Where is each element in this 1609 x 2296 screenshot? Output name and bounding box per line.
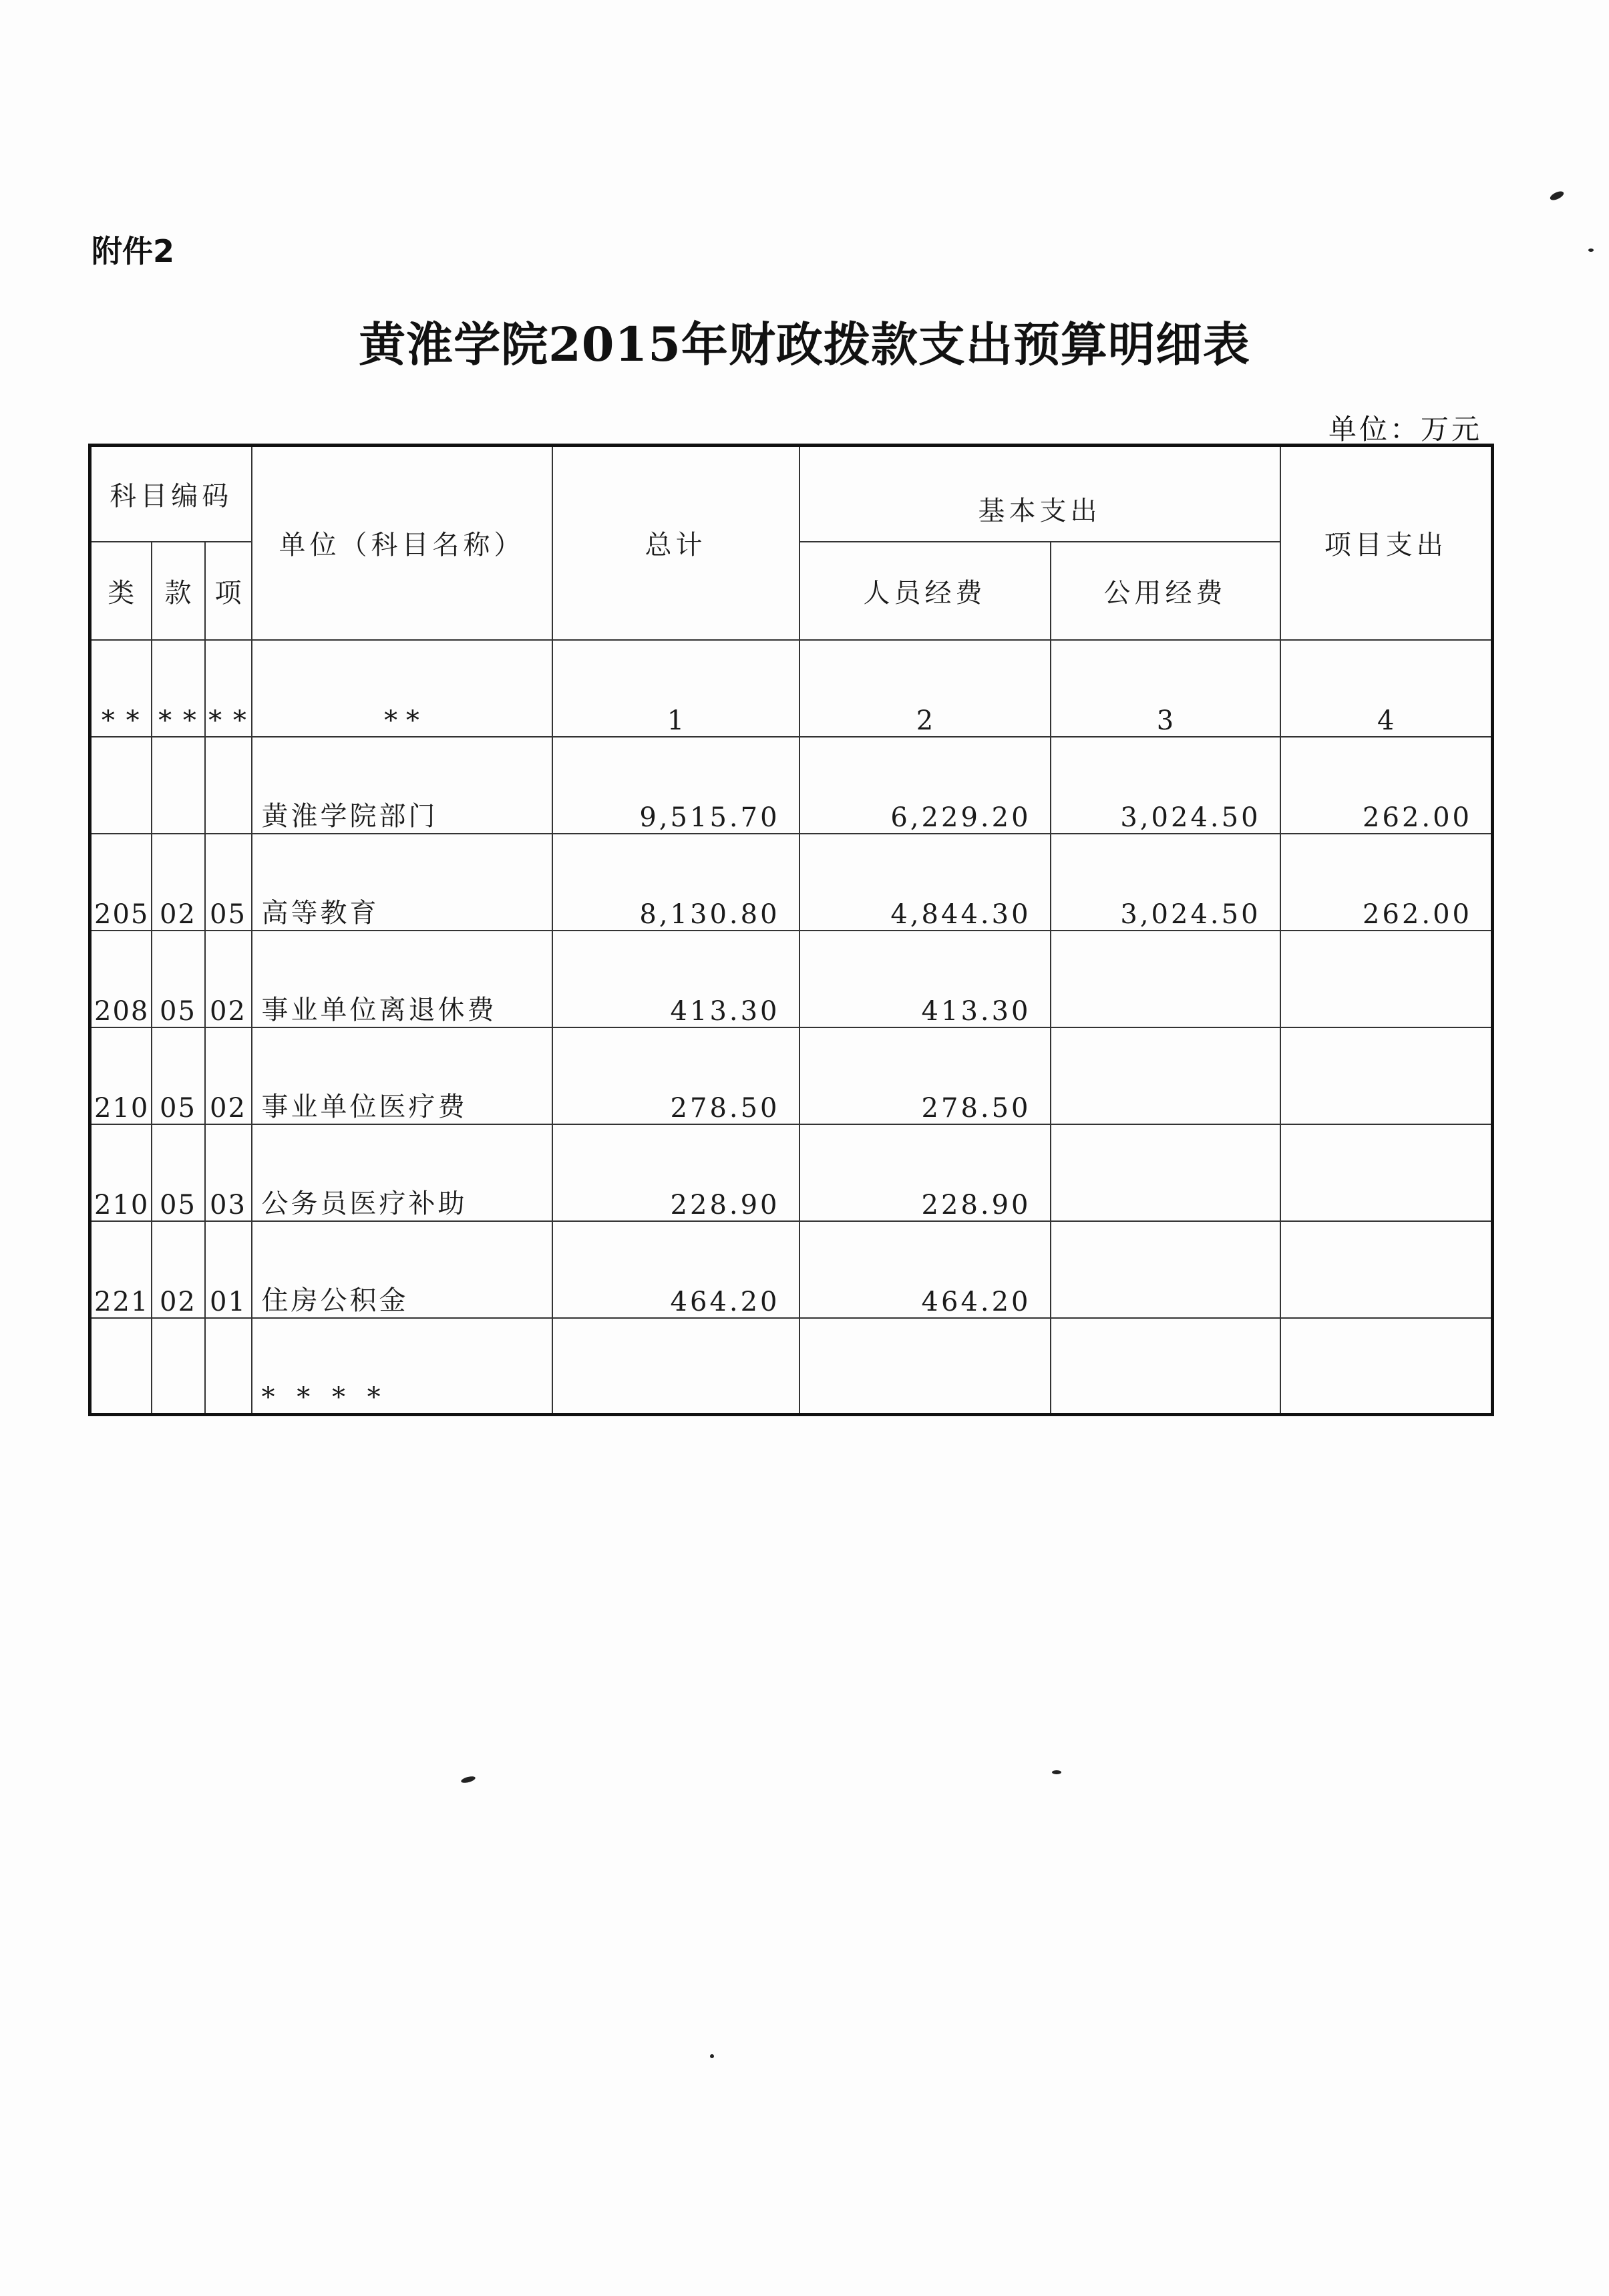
row-name: 黄淮学院部门 [252,737,552,834]
row-item [205,737,252,834]
row-category: 205 [90,834,152,931]
row-personnel: 4,844.30 [799,834,1051,931]
header-unit-name: 单位（科目名称） [252,446,552,640]
row-name: 公务员医疗补助 [252,1124,552,1221]
row-project: 262.00 [1280,737,1493,834]
header-total: 总计 [552,446,799,640]
header-personnel-cost: 人员经费 [799,542,1051,640]
row-category: 210 [90,1124,152,1221]
row-item: 02 [205,1027,252,1124]
row-personnel: 228.90 [799,1124,1051,1221]
row-personnel: 464.20 [799,1221,1051,1318]
unit-label: 单位：万元 [1328,413,1482,446]
row-item: 05 [205,834,252,931]
row-project [1280,931,1493,1027]
row-public [1051,1221,1280,1318]
scan-speck [1588,249,1594,252]
scan-speck [460,1775,476,1784]
row-item: 03 [205,1124,252,1221]
page-title: 黄淮学院2015年财政拨款支出预算明细表 [359,317,1250,372]
row-item [205,1318,252,1415]
budget-table [88,444,1494,1416]
row-section: 05 [152,931,205,1027]
index-section: * * [152,640,205,737]
table-row [90,1027,1493,1124]
table-row [90,737,1493,834]
row-total: 413.30 [552,931,799,1027]
row-category: 208 [90,931,152,1027]
row-item: 01 [205,1221,252,1318]
row-personnel: 413.30 [799,931,1051,1027]
row-total: 8,130.80 [552,834,799,931]
header-subject-code: 科目编码 [90,446,252,542]
row-category [90,737,152,834]
table-row [90,834,1493,931]
row-project [1280,1221,1493,1318]
row-name: 住房公积金 [252,1221,552,1318]
table-row [90,1221,1493,1318]
row-total: 228.90 [552,1124,799,1221]
row-section [152,737,205,834]
row-name: 事业单位离退休费 [252,931,552,1027]
row-total: 278.50 [552,1027,799,1124]
scan-speck [1549,190,1565,202]
row-personnel: 6,229.20 [799,737,1051,834]
row-item: 02 [205,931,252,1027]
row-public: 3,024.50 [1051,737,1280,834]
attachment-label: 附件2 [92,233,175,269]
row-total: 9,515.70 [552,737,799,834]
row-section: 02 [152,1221,205,1318]
index-total: 1 [552,640,799,737]
index-personnel: 2 [799,640,1051,737]
row-total [552,1318,799,1415]
row-section: 05 [152,1124,205,1221]
row-section: 05 [152,1027,205,1124]
row-public [1051,1124,1280,1221]
header-public-cost: 公用经费 [1051,542,1280,640]
table-row [90,1318,1493,1415]
row-project [1280,1027,1493,1124]
row-project: 262.00 [1280,834,1493,931]
row-section: 02 [152,834,205,931]
row-name: 事业单位医疗费 [252,1027,552,1124]
row-public [1051,931,1280,1027]
index-name: * * [252,640,552,737]
index-row [90,640,1493,737]
row-public [1051,1027,1280,1124]
index-item: * * [205,640,252,737]
row-name: * * * * [252,1318,552,1415]
row-project [1280,1124,1493,1221]
header-row-top [90,446,1493,542]
row-category [90,1318,152,1415]
row-category: 210 [90,1027,152,1124]
row-category: 221 [90,1221,152,1318]
header-project-expenditure: 项目支出 [1280,446,1493,640]
scan-speck [710,2054,714,2058]
index-category: * * [90,640,152,737]
row-total: 464.20 [552,1221,799,1318]
row-name: 高等教育 [252,834,552,931]
index-project: 4 [1280,640,1493,737]
scan-speck [1052,1770,1061,1774]
header-section: 款 [152,542,205,640]
header-basic-expenditure: 基本支出 [799,446,1280,542]
header-category: 类 [90,542,152,640]
row-personnel [799,1318,1051,1415]
table-row [90,931,1493,1027]
table-row [90,1124,1493,1221]
header-item: 项 [205,542,252,640]
row-personnel: 278.50 [799,1027,1051,1124]
row-section [152,1318,205,1415]
row-public: 3,024.50 [1051,834,1280,931]
index-public: 3 [1051,640,1280,737]
row-project [1280,1318,1493,1415]
row-public [1051,1318,1280,1415]
